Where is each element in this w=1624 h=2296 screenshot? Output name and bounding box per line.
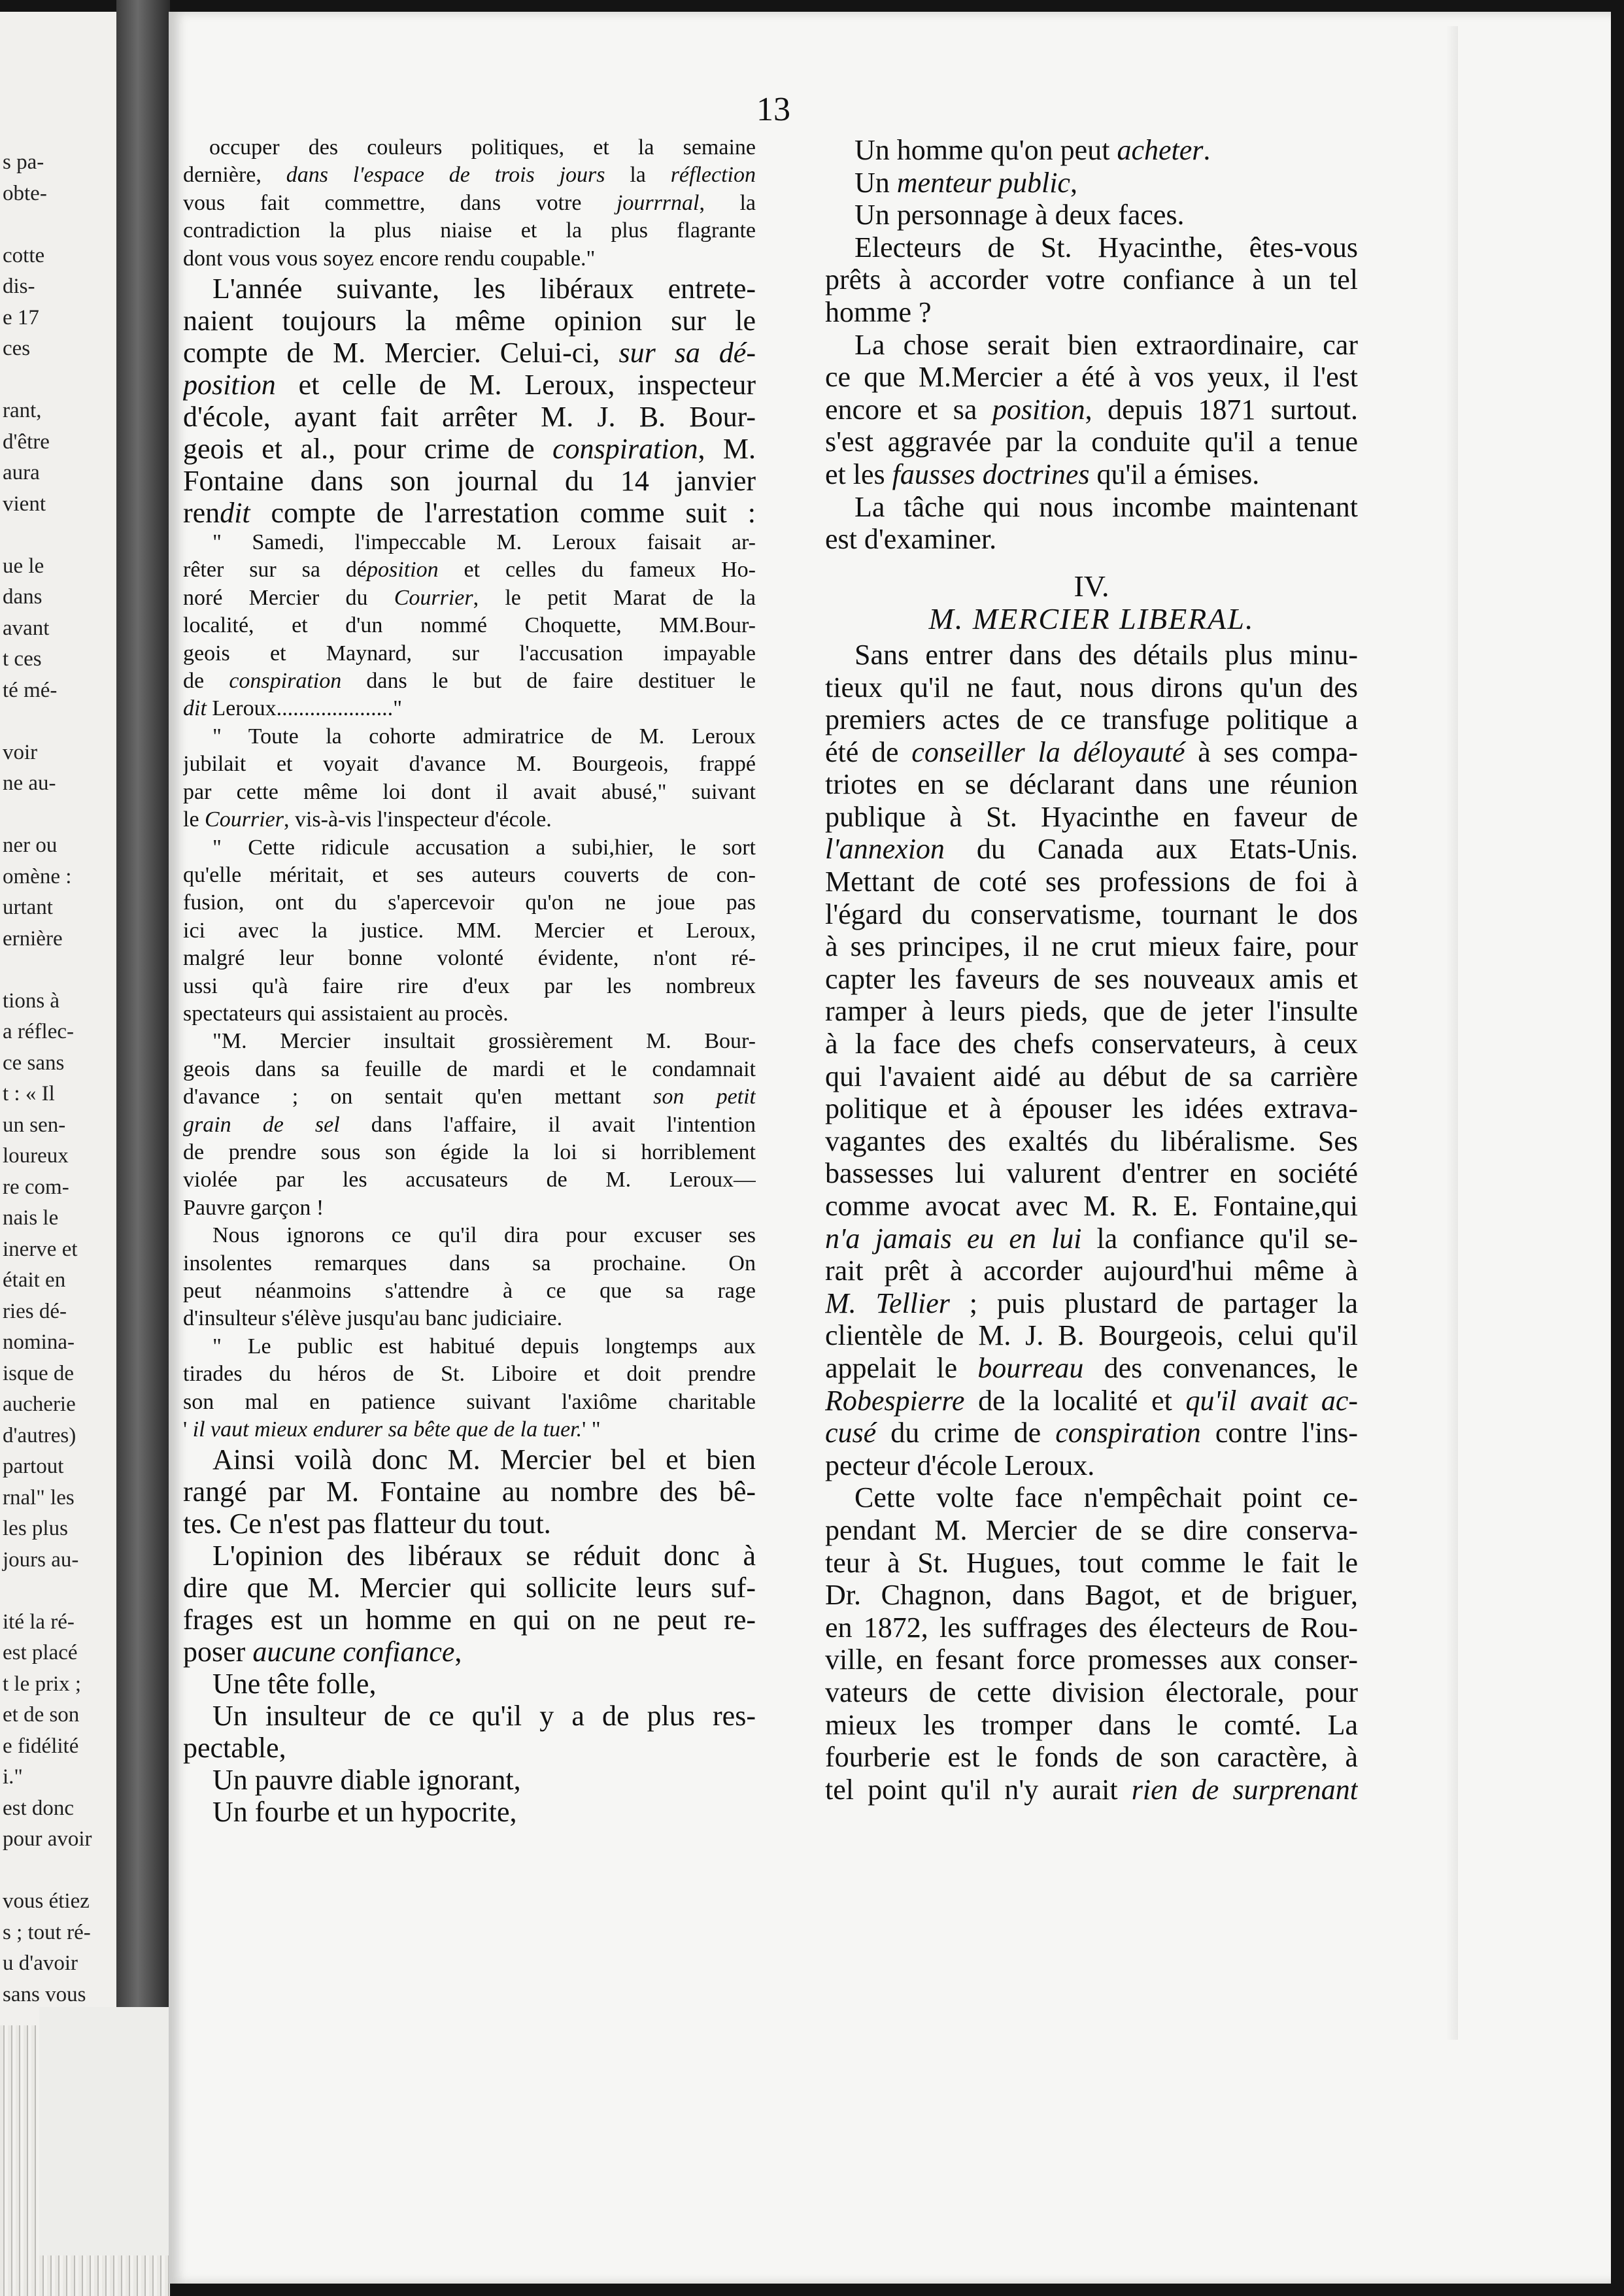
text-line: rêter sur sa déposition et celles du fameux Ho-: [183, 558, 756, 582]
text-line: et les fausses doctrines qu'il a émises.: [825, 458, 1260, 490]
margin-fragment: est placé: [3, 1641, 78, 1664]
text-line: contradiction la plus niaise et la plus flagrante: [183, 218, 756, 243]
text-line: Cette volte face n'empêchait point ce-: [854, 1481, 1358, 1514]
section-number: IV.: [1074, 569, 1109, 603]
margin-fragment: nais le: [3, 1206, 59, 1230]
margin-fragment: ne au-: [3, 771, 56, 795]
text-line: cusé du crime de conspiration contre l'ins-: [825, 1417, 1358, 1449]
margin-fragment: un sen-: [3, 1113, 66, 1137]
text-line: position et celle de M. Leroux, inspecteur: [183, 369, 756, 401]
text-line: Un pauvre diable ignorant,: [212, 1764, 521, 1797]
text-line: geois et Maynard, sur l'accusation impayable: [183, 641, 756, 666]
text-line: Un fourbe et un hypocrite,: [212, 1796, 517, 1829]
margin-fragment: a réflec-: [3, 1020, 74, 1043]
text-line: est d'examiner.: [825, 523, 997, 556]
text-line: ici avec la justice. MM. Mercier et Leroux,: [183, 918, 756, 943]
text-line: politique et à épouser les idées extrava-: [825, 1092, 1358, 1125]
margin-fragment: té mé-: [3, 678, 58, 702]
text-line: grain de sel dans l'affaire, il avait l'intention: [183, 1112, 756, 1137]
margin-fragment: u d'avoir: [3, 1951, 78, 1975]
text-line: bassesses lui valurent d'entrer en société: [825, 1157, 1358, 1190]
text-line: La tâche qui nous incombe maintenant: [854, 490, 1358, 523]
text-line: tirades du héros de St. Liboire et doit prendre: [183, 1362, 756, 1387]
text-line: s'est aggravée par la conduite qu'il a tenue: [825, 426, 1358, 458]
text-line: M. Tellier ; puis plustard de partager la: [825, 1287, 1358, 1319]
text-line: capter les faveurs de ses nouveaux amis et: [825, 962, 1358, 995]
margin-fragment: voir: [3, 740, 38, 764]
text-line: tes. Ce n'est pas flatteur du tout.: [183, 1508, 551, 1540]
text-line: dire que M. Mercier qui sollicite leurs suf-: [183, 1572, 756, 1604]
text-line: n'a jamais eu en lui la confiance qu'il se-: [825, 1222, 1358, 1255]
text-line: rangé par M. Fontaine au nombre des bê-: [183, 1476, 756, 1508]
text-line: compte de M. Mercier. Celui-ci, sur sa dé-: [183, 337, 756, 369]
text-line: comme avocat avec M. R. E. Fontaine,qui: [825, 1190, 1358, 1222]
text-line: dit Leroux.....................": [183, 696, 402, 721]
text-line: de conspiration dans le but de faire destituer le: [183, 669, 756, 694]
margin-fragment: t ces: [3, 647, 42, 671]
previous-page-edge: [0, 12, 116, 2025]
text-line: " Samedi, l'impeccable M. Leroux faisait ar-: [212, 530, 756, 555]
text-line: fourberie est le fonds de son caractère, à: [825, 1741, 1358, 1774]
text-line: ville, en fesant force promesses aux conser-: [825, 1644, 1358, 1676]
margin-fragment: i.": [3, 1765, 23, 1789]
text-line: Fontaine dans son journal du 14 janvier: [183, 465, 756, 498]
margin-fragment: et de son: [3, 1703, 80, 1727]
margin-fragment: partout: [3, 1455, 64, 1478]
text-line: tel point qu'il n'y aurait rien de surprenant: [825, 1773, 1358, 1806]
text-line: Un personnage à deux faces.: [854, 199, 1185, 231]
text-line: publique à St. Hyacinthe en faveur de: [825, 800, 1358, 833]
margin-fragment: d'être: [3, 430, 50, 454]
text-line: La chose serait bien extraordinaire, car: [854, 328, 1358, 361]
text-line: pecteur d'école Leroux.: [825, 1449, 1095, 1481]
text-line: peut néanmoins s'attendre à ce que sa rage: [183, 1279, 756, 1303]
margin-fragment: était en: [3, 1268, 66, 1292]
text-line: tieux qu'il ne faut, nous dirons qu'un des: [825, 671, 1358, 703]
text-line: d'insulteur s'élève jusqu'au banc judiciaire.: [183, 1306, 563, 1331]
text-line: d'avance ; on sentait qu'en mettant son petit: [183, 1085, 756, 1109]
margin-fragment: e fidélité: [3, 1734, 79, 1758]
text-line: Robespierre de la localité et qu'il avait ac-: [825, 1384, 1358, 1417]
margin-fragment: rant,: [3, 399, 42, 422]
text-line: malgré leur bonne volonté évidente, n'ont ré-: [183, 946, 756, 971]
margin-fragment: dis-: [3, 275, 35, 298]
margin-fragment: isque de: [3, 1361, 75, 1385]
text-line: l'annexion du Canada aux Etats-Unis.: [825, 833, 1358, 866]
text-line: ussi qu'à faire rire d'eux par les nombreux: [183, 973, 756, 998]
text-line: premiers actes de ce transfuge politique a: [825, 703, 1358, 736]
text-line: dont vous vous soyez encore rendu coupable.": [183, 246, 596, 271]
margin-fragment: ité la ré-: [3, 1610, 75, 1634]
margin-fragment: ernière: [3, 926, 63, 951]
margin-fragment: t le prix ;: [3, 1672, 82, 1696]
right-column-body: [825, 639, 1358, 1806]
text-line: insolentes remarques dans sa prochaine. On: [183, 1251, 756, 1275]
margin-fragment: aucherie: [3, 1393, 76, 1416]
text-line: vous fait commettre, dans votre jourrrnal, la: [183, 190, 756, 215]
text-line: pectable,: [183, 1732, 286, 1764]
margin-fragment: re com-: [3, 1175, 69, 1199]
text-line: vateurs de cette division électorale, pour: [825, 1676, 1358, 1708]
text-line: L'année suivante, les libéraux entrete-: [212, 273, 756, 305]
margin-fragment: avant: [3, 616, 50, 640]
margin-fragment: e 17: [3, 305, 39, 329]
margin-fragment: pour avoir: [3, 1827, 92, 1851]
text-line: le Courrier, vis-à-vis l'inspecteur d'école.: [183, 807, 552, 832]
text-line: en 1872, les suffrages des électeurs de Rou-: [825, 1611, 1358, 1644]
text-line: à la face des chefs conservateurs, à ceux: [825, 1028, 1358, 1060]
section-title: M. MERCIER LIBERAL.: [928, 603, 1255, 636]
text-line: qui l'avaient aidé au début de sa carrière: [825, 1060, 1358, 1092]
margin-fragment: d'autres): [3, 1423, 76, 1447]
text-line: par cette même loi dont il avait abusé," suivant: [183, 779, 756, 804]
text-line: violée par les accusateurs de M. Leroux—: [183, 1168, 756, 1192]
text-line: été de conseiller la déloyauté à ses compa-: [825, 735, 1358, 768]
text-line: " Toute la cohorte admiratrice de M. Leroux: [212, 724, 756, 749]
text-line: ce que M.Mercier a été à vos yeux, il l'est: [825, 361, 1358, 394]
text-line: Une tête folle,: [212, 1668, 377, 1700]
text-line: geois et al., pour crime de conspiration, M.: [183, 433, 756, 465]
text-line: localité, et d'un nommé Choquette, MM.Bour-: [183, 613, 756, 638]
margin-fragment: cotte: [3, 243, 45, 267]
page-number: 13: [756, 91, 790, 128]
text-line: occuper des couleurs politiques, et la semaine: [209, 135, 756, 160]
text-line: frages est un homme en qui on ne peut re-: [183, 1604, 756, 1636]
text-line: mieux les tromper dans le comté. La: [825, 1708, 1358, 1741]
margin-fragment: est donc: [3, 1796, 75, 1820]
text-line: teur à St. Hugues, tout comme le fait le: [825, 1546, 1358, 1579]
text-line: l'égard du conservatisme, tournant le dos: [825, 898, 1358, 930]
text-line: noré Mercier du Courrier, le petit Marat de la: [183, 585, 756, 610]
text-line: Pauvre garçon !: [183, 1195, 324, 1220]
text-line: encore et sa position, depuis 1871 surtout.: [825, 393, 1358, 426]
text-line: naient toujours la même opinion sur le: [183, 305, 756, 337]
text-line: son mal en patience suivant l'axiôme charitable: [183, 1389, 756, 1414]
text-line: Un insulteur de ce qu'il y a de plus res-: [212, 1700, 756, 1732]
text-line: Nous ignorons ce qu'il dira pour excuser ses: [212, 1223, 756, 1248]
margin-fragment: vous étiez: [3, 1889, 90, 1913]
margin-fragment: rnal" les: [3, 1485, 75, 1510]
margin-fragment: ner ou: [3, 834, 58, 857]
margin-fragment: sans vous: [3, 1982, 86, 2006]
margin-fragment: ces: [3, 337, 31, 360]
text-line: " Le public est habitué depuis longtemps aux: [212, 1334, 756, 1359]
text-line: homme ?: [825, 295, 932, 328]
text-line: Un menteur public,: [854, 166, 1077, 199]
text-line: clientèle de M. J. B. Bourgeois, celui qu'il: [825, 1319, 1358, 1352]
text-line: de prendre sous son égide la loi si horriblement: [183, 1140, 756, 1164]
page-stack-block: [39, 2007, 170, 2255]
text-line: rait prêt à accorder aujourd'hui même à: [825, 1255, 1358, 1287]
margin-fragment: t : « Il: [3, 1082, 55, 1106]
text-line: jubilait et voyait d'avance M. Bourgeois, frappé: [183, 752, 756, 777]
margin-fragment: loureux: [3, 1144, 69, 1168]
margin-fragment: vient: [3, 492, 46, 516]
text-line: ramper à leurs pieds, que de jeter l'insulte: [825, 995, 1358, 1028]
margin-fragment: inerve et: [3, 1237, 78, 1261]
margin-fragment: obte-: [3, 181, 47, 205]
text-line: Sans entrer dans des détails plus minu-: [854, 638, 1358, 671]
text-line: qu'elle méritait, et ses auteurs couverts de con-: [183, 862, 756, 887]
book-spine-shadow: [116, 0, 170, 2296]
text-line: Ainsi voilà donc M. Mercier bel et bien: [212, 1443, 756, 1476]
text-line: Electeurs de St. Hyacinthe, êtes-vous: [854, 231, 1358, 263]
margin-fragment: jours au-: [3, 1547, 79, 1572]
margin-fragment: ue le: [3, 554, 44, 578]
left-text-column: [183, 134, 756, 1828]
text-line: Mettant de coté ses professions de foi à: [825, 866, 1358, 898]
text-line: prêts à accorder votre confiance à un tel: [825, 263, 1358, 296]
right-text-column: [825, 134, 1358, 1806]
margin-fragment: ries dé-: [3, 1299, 67, 1323]
text-line: à ses principes, il ne crut mieux faire, pour: [825, 930, 1358, 963]
text-line: dernière, dans l'espace de trois jours la réflection: [183, 163, 756, 188]
page-edge-shadow: [1446, 26, 1458, 2040]
margin-fragment: dans: [3, 585, 42, 609]
margin-fragment: omène :: [3, 864, 72, 888]
text-line: vagantes des exaltés du libéralisme. Ses: [825, 1124, 1358, 1157]
text-line: " Cette ridicule accusation a subi,hier, le sort: [212, 835, 756, 860]
margin-fragment: tions à: [3, 988, 60, 1013]
text-line: appelait le bourreau des convenances, le: [825, 1351, 1358, 1384]
margin-fragment: les plus: [3, 1517, 68, 1540]
text-line: fusion, ont du s'apercevoir qu'on ne joue pas: [183, 890, 756, 915]
margin-fragment: s ; tout ré-: [3, 1920, 91, 1944]
text-line: pendant M. Mercier de se dire conserva-: [825, 1513, 1358, 1546]
text-line: poser aucune confiance,: [183, 1636, 462, 1668]
text-line: Un homme qu'on peut acheter.: [854, 134, 1211, 166]
text-line: "M. Mercier insultait grossièrement M. Bour-: [212, 1029, 756, 1054]
margin-fragment: nomina-: [3, 1330, 75, 1354]
margin-fragment: ce sans: [3, 1051, 65, 1075]
margin-fragment: urtant: [3, 896, 53, 919]
text-line: ' il vaut mieux endurer sa bête que de la tuer.' ": [183, 1417, 601, 1442]
text-line: geois dans sa feuille de mardi et le condamnait: [183, 1056, 756, 1081]
text-line: L'opinion des libéraux se réduit donc à: [212, 1540, 756, 1572]
text-line: Dr. Chagnon, dans Bagot, et de briguer,: [825, 1579, 1358, 1612]
text-line: spectateurs qui assistaient au procès.: [183, 1001, 509, 1026]
text-line: rendit compte de l'arrestation comme suit :: [183, 497, 756, 530]
margin-fragment: aura: [3, 461, 40, 484]
text-line: triotes en se déclarant dans une réunion: [825, 768, 1358, 801]
right-column-intro: [825, 134, 1358, 556]
text-line: d'école, ayant fait arrêter M. J. B. Bour-: [183, 401, 756, 433]
margin-fragment: s pa-: [3, 150, 44, 174]
